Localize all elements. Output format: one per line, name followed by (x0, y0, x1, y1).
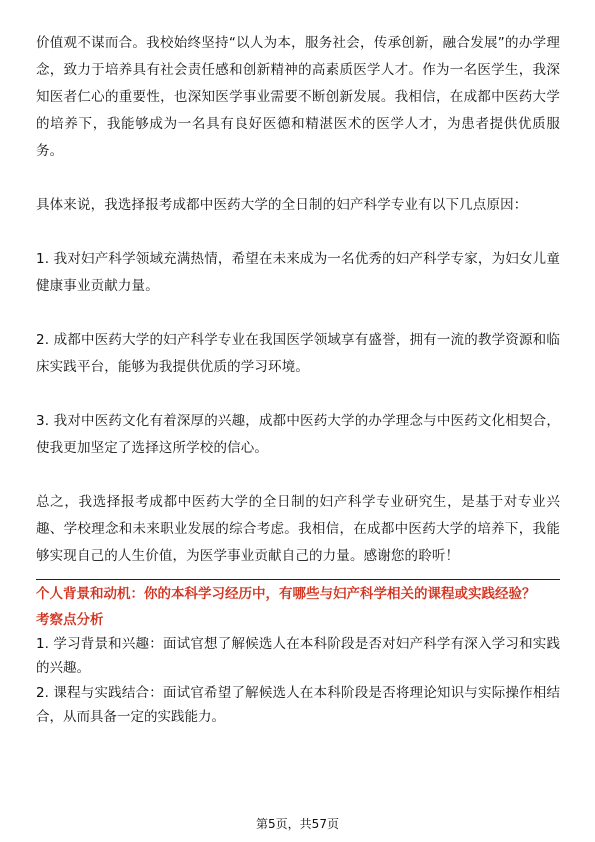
body-paragraph: 具体来说，我选择报考成都中医药大学的全日制的妇产科学专业有以下几点原因： (36, 197, 528, 213)
body-paragraph: 价值观不谋而合。我校始终坚持“以人为本，服务社会，传承创新，融合发展”的办学理念，致力于培养具有社会责任感和创新精神的高素质医学人才。作为一名医学生，我深知医者仁心的重要性，也深知医学事业需要不断创新发展。我相信，在成都中医药大学的培养下，我能够成为一名具有良好医德和精湛医术的医学人才，为患者提供优质服务。 (36, 35, 560, 159)
reason-item: 1. 我对妇产科学领域充满热情，希望在未来成为一名优秀的妇产科学专家，为妇女儿童健康事业贡献力量。 (36, 251, 560, 294)
analysis-point: 1. 学习背景和兴趣：面试官想了解候选人在本科阶段是否对妇产科学有深入学习和实践的兴趣。 (36, 636, 560, 676)
page-content (36, 30, 560, 729)
paragraph-gap (36, 219, 560, 246)
analysis-point: 2. 课程与实践结合：面试官希望了解候选人在本科阶段是否将理论知识与实际操作相结合，从而具备一定的实践能力。 (36, 685, 560, 725)
paragraph-gap (36, 462, 560, 489)
section-divider (36, 579, 560, 580)
page-number: 第5页，共57页 (256, 817, 339, 831)
paragraph-gap (36, 381, 560, 408)
paragraph-gap (36, 165, 560, 192)
analysis-heading: 考察点分析 (36, 612, 104, 628)
reason-item: 2. 成都中医药大学的妇产科学专业在我国医学领域享有盛誉，拥有一流的教学资源和临床实践平台，能够为我提供优质的学习环境。 (36, 332, 560, 375)
conclusion-paragraph: 总之，我选择报考成都中医药大学的全日制的妇产科学专业研究生，是基于对专业兴趣、学校理念和未来职业发展的综合考虑。我相信，在成都中医药大学的培养下，我能够实现自己的人生价值，为医学事业贡献自己的力量。感谢您的聆听！ (36, 494, 560, 564)
interview-question: 个人背景和动机：你的本科学习经历中，有哪些与妇产科学相关的课程或实践经验？ (36, 586, 536, 602)
reason-item: 3. 我对中医药文化有着深厚的兴趣，成都中医药大学的办学理念与中医药文化相契合，使我更加坚定了选择这所学校的信心。 (36, 413, 560, 456)
paragraph-gap (36, 300, 560, 327)
